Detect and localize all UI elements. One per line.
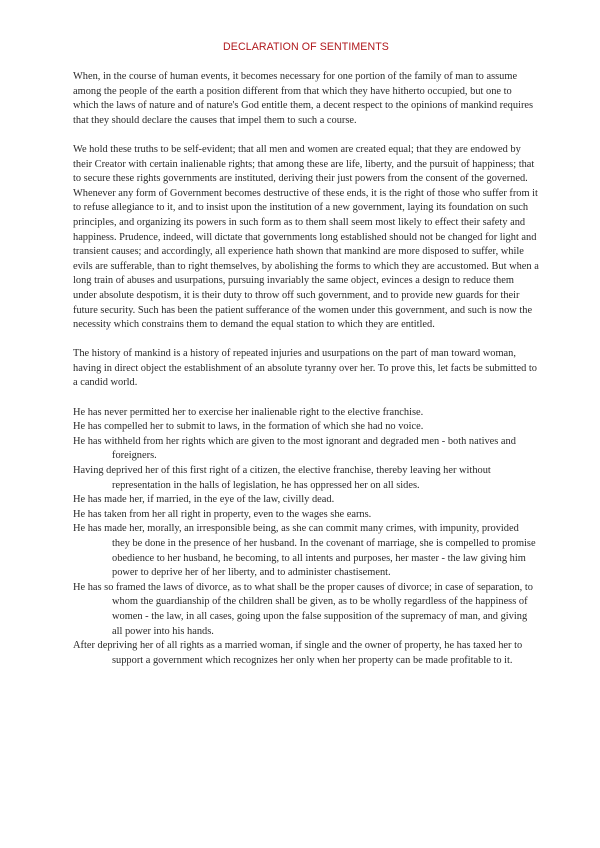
grievance-item: He has taken from her all right in property, even to the wages she earns. (73, 508, 372, 520)
intro-paragraph: When, in the course of human events, it becomes necessary for one portion of the family of man to assume among the people of the earth a position different from that which they have hitherto occupied, but one to which the laws of nature and of nature's God entitle them, a decent respect to the opinions of mankind requires that they should declare the causes that impel them to such a course. (73, 71, 534, 126)
grievance-item: He has withheld from her rights which are given to the most ignorant and degraded men - both natives and foreigners. (73, 435, 516, 462)
history-of-mankind-paragraph: The history of mankind is a history of repeated injuries and usurpations on the part of man toward woman, having in direct object the establishment of an absolute tyranny over her. To prove this, let facts be submitted to a candid world. (73, 348, 537, 389)
self-evident-truths-paragraph: We hold these truths to be self-evident; that all men and women are created equal; that they are endowed by their Creator with certain inalienable rights; that among these are life, liberty, and the pursuit of happiness; that to secure these rights governments are instituted, deriving their just powers from the consent of the governed. Whenever any form of Government becomes destructive of these ends, it is the right of those who suffer from it to refuse allegiance to it, and to insist upon the institution of a new government, laying its foundation on such principles, and organizing its powers in such form as to them shall seem most likely to effect their safety and happiness. Prudence, indeed, will dictate that governments long established should not be changed for light and transient causes; and accordingly, all experience hath shown that mankind are more disposed to suffer, while evils are sufferable, than to right themselves, by abolishing the forms to which they are accustomed. But when a long train of abuses and usurpations, pursuing invariably the same object, evinces a design to reduce them under absolute despotism, it is their duty to throw off such government, and to provide new guards for their future security. Such has been the patient sufferance of the women under this government, and such is now the necessity which constrains them to demand the equal station to which they are entitled. (73, 143, 539, 331)
grievance-item: Having deprived her of this first right of a citizen, the elective franchise, thereby leaving her without representation in the halls of legislation, he has oppressed her on all sides. (73, 465, 491, 491)
grievance-item: He has made her, if married, in the eye of the law, civilly dead. (73, 494, 335, 506)
grievance-item: He has compelled her to submit to laws, in the formation of which she had no voice. (73, 421, 424, 433)
grievance-list (73, 406, 539, 669)
grievance-item: He has made her, morally, an irresponsible being, as she can commit many crimes, with impunity, provided they be done in the presence of her husband. In the covenant of marriage, she is compelled to promise obedience to her husband, he becoming, to all intents and purposes, her master - the law giving him power to deprive her of her liberty, and to administer chastisement. (73, 523, 536, 579)
document-page (73, 41, 539, 668)
grievance-item: He has so framed the laws of divorce, as to what shall be the proper causes of divorce; in case of separation, to whom the guardianship of the children shall be given, as to be wholly regardless of the happiness of women - the law, in all cases, going upon the false supposition of the supremacy of man, and giving all power into his hands. (73, 581, 533, 637)
grievance-item: After depriving her of all rights as a married woman, if single and the owner of property, he has taxed her to support a government which recognizes her only when her property can be made profitable to it. (73, 640, 523, 666)
document-title: DECLARATION OF SENTIMENTS (223, 41, 389, 53)
grievance-item: He has never permitted her to exercise her inalienable right to the elective franchise. (73, 406, 424, 418)
